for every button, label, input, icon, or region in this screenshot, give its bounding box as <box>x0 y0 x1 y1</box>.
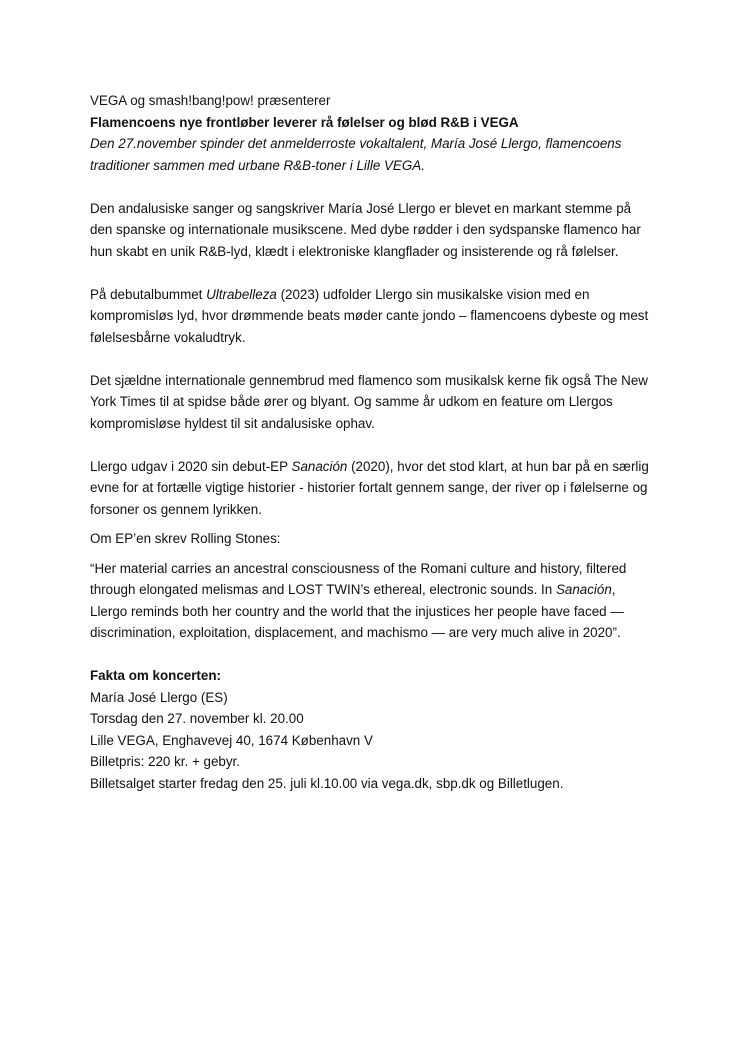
paragraph-album-after: (2023) udfolder Llergo sin musikalske vision med en kompromisløs lyd, hvor drømmende beats møder cante jondo – flamencoens dybeste og mest følelsesbårne vokaludtryk. <box>90 286 649 345</box>
facts-heading: Fakta om koncerten: <box>90 668 221 683</box>
quote-ep-title: Sanación <box>555 582 612 597</box>
paragraph-ep <box>90 456 656 521</box>
quote-before: “Her material carries an ancestral consciousness of the Romani culture and history, filtered through elongated melismas and LOST TWIN’s ethereal, electronic sounds. In <box>90 560 627 597</box>
paragraph-album <box>90 284 656 349</box>
paragraph-album-before: På debutalbummet <box>90 286 207 302</box>
paragraph-ep-before: Llergo udgav i 2020 sin debut-EP <box>90 458 292 474</box>
facts-price: Billetpris: 220 kr. + gebyr. <box>90 754 240 769</box>
rolling-stone-quote <box>90 558 656 644</box>
headline: Flamencoens nye frontløber leverer rå følelser og blød R&B i VEGA <box>90 114 519 130</box>
album-title: Ultrabelleza <box>206 286 277 302</box>
press-release <box>90 90 656 794</box>
presenter-line: VEGA og smash!bang!pow! præsenterer <box>90 93 331 108</box>
subheadline: Den 27.november spinder det anmelderroste vokaltalent, María José Llergo, flamencoens traditioner sammen med urbane R&B-toner i Lille VEGA. <box>90 136 622 173</box>
facts-artist: María José Llergo (ES) <box>90 689 228 705</box>
facts-sale: Billetsalget starter fredag den 25. juli kl.10.00 via vega.dk, sbp.dk og Billetlugen. <box>90 775 564 791</box>
quote-after: , Llergo reminds both her country and the world that the injustices her people have faced — discrimination, exploitation, displacement, and machismo — are very much alive in 2020”. <box>90 582 624 640</box>
rolling-stone-intro: Om EP’en skrev Rolling Stones: <box>90 531 281 546</box>
ep-title: Sanación <box>291 458 348 474</box>
facts-venue: Lille VEGA, Enghavevej 40, 1674 København V <box>90 732 373 748</box>
facts-date: Torsdag den 27. november kl. 20.00 <box>90 711 304 726</box>
paragraph-ep-after: (2020), hvor det stod klart, at hun bar på en særlig evne for at fortælle vigtige historier - historier fortalt gennem sange, der river op i følelserne og forsoner os gennem lyrikken. <box>90 458 649 517</box>
paragraph-nyt: Det sjældne internationale gennembrud med flamenco som musikalsk kerne fik også The New York Times til at spidse både ører og blyant. Og samme år udkom en feature om Llergos kompromisløse hyldest til sit andalusiske ophav. <box>90 372 648 431</box>
paragraph-intro: Den andalusiske sanger og sangskriver María José Llergo er blevet en markant stemme på den spanske og internationale musikscene. Med dybe rødder i den sydspanske flamenco har hun skabt en unik R&B-lyd, klædt i elektroniske klangflader og insisterende og rå følelser. <box>90 200 641 259</box>
